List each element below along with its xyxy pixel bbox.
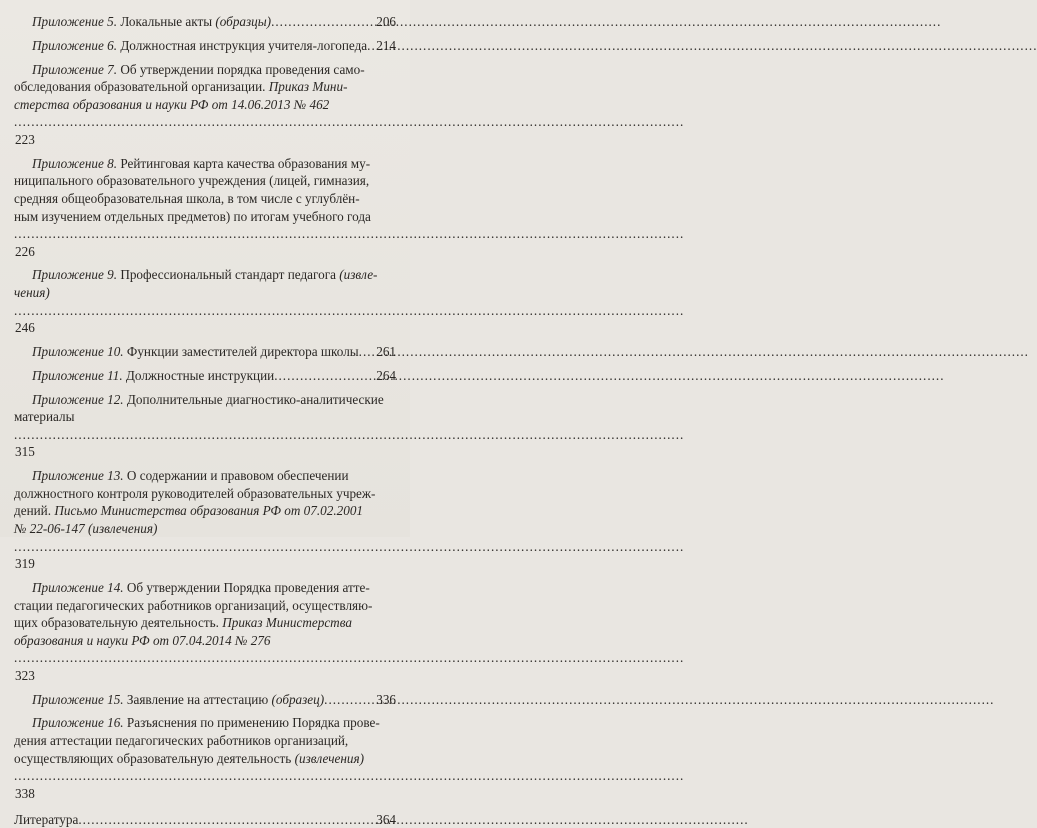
entry-title-italic: (образцы): [215, 14, 272, 29]
entry-title: Локальные акты: [120, 14, 216, 29]
appendix-number: Приложение 6.: [32, 37, 118, 53]
entry-title-line: Об утверждении Порядка проведения атте-: [126, 579, 370, 595]
toc-entry-10: [14, 343, 396, 361]
toc-entry-7: [14, 61, 396, 149]
appendix-number: Приложение 13.: [32, 468, 124, 484]
leader-dots: [14, 539, 684, 554]
entry-title-italic: № 22-06-147 (извлечения): [14, 520, 158, 536]
page-number: 336: [376, 691, 396, 707]
appendix-number: Приложение 7.: [32, 61, 118, 77]
toc-entry-8: [14, 155, 396, 261]
leader-dots: [14, 303, 684, 318]
entry-title-line: щих образовательную деятельность.: [14, 615, 223, 631]
leader-dots: [14, 114, 684, 129]
entry-title-italic: (образец): [271, 691, 325, 707]
entry-title: Функции заместителей директора школы: [126, 344, 359, 360]
entry-title-line: обследования образовательной организации.: [14, 79, 269, 95]
toc-entry-literature: [14, 811, 396, 828]
toc-entry-16: [14, 714, 396, 802]
appendix-number: Приложение 14.: [32, 579, 124, 595]
page-number: 364: [376, 811, 396, 827]
toc-entry-9: [14, 266, 396, 336]
appendix-number: Приложение 5.: [32, 14, 118, 29]
entry-title-italic: стерства образования и науки РФ от 14.06.2013 № 462: [14, 96, 330, 112]
entry-title-line: средняя общеобразовательная школа, в том числе с углублён-: [14, 190, 360, 206]
entry-title-italic: Приказ Мини-: [268, 79, 348, 95]
toc-entry-14: [14, 579, 396, 685]
leader-dots: [14, 650, 684, 665]
entry-title-line: ниципального образовательного учреждения (лицей, гимназия,: [14, 173, 370, 189]
entry-title-italic: Приказ Министерства: [222, 615, 352, 631]
page-number: 338: [15, 785, 35, 801]
entry-title-italic: чения): [14, 285, 50, 301]
table-of-contents: [14, 13, 396, 828]
appendix-number: Приложение 12.: [32, 391, 124, 407]
toc-entry-5: [14, 13, 396, 31]
page-number: 315: [15, 444, 35, 460]
toc-page: [0, 0, 410, 827]
entry-title-line: Разъяснения по применению Порядка прове-: [126, 715, 380, 731]
entry-title: Должностная инструкция учителя-логопеда: [120, 37, 368, 53]
entry-title-line: дения аттестации педагогических работников организаций,: [14, 733, 349, 749]
leader-dots: [14, 427, 684, 442]
appendix-number: Приложение 15.: [32, 691, 124, 707]
entry-title-line: осуществляющих образовательную деятельность: [14, 750, 295, 766]
leader-dots: [274, 367, 375, 385]
entry-title-italic: (извле-: [339, 267, 378, 283]
entry-title-line: О содержании и правовом обеспечении: [126, 468, 349, 484]
entry-title: Заявление на аттестацию: [126, 691, 272, 707]
toc-entry-13: [14, 467, 396, 573]
page-number: 226: [15, 243, 35, 259]
leader-dots: [324, 691, 375, 709]
entry-title-line: ным изучением отдельных предметов) по итогам учебного года: [14, 208, 371, 224]
entry-title-line: Дополнительные диагностико-аналитические: [126, 391, 384, 407]
entry-title-italic: Письмо Министерства образования РФ от 07.02.2001: [54, 503, 364, 519]
entry-title-line: Рейтинговая карта качества образования му-: [120, 155, 371, 171]
appendix-number: Приложение 9.: [32, 267, 118, 283]
appendix-number: Приложение 8.: [32, 155, 118, 171]
page-number: 264: [376, 367, 396, 383]
entry-title-line: стации педагогических работников организаций, осуществляю-: [14, 597, 373, 613]
page-number: 246: [15, 320, 35, 336]
leader-dots: [359, 343, 376, 361]
leader-dots: [271, 13, 375, 31]
leader-dots: [14, 768, 684, 783]
literature-label: Литература: [14, 811, 79, 827]
entry-title-line: дений.: [14, 503, 55, 519]
entry-title-line: Об утверждении порядка проведения само-: [120, 61, 365, 77]
entry-title: Должностные инструкции: [125, 367, 275, 383]
toc-entry-11: [14, 367, 396, 385]
leader-dots: [367, 37, 375, 55]
toc-entry-12: [14, 391, 396, 461]
toc-entry-6: [14, 37, 396, 55]
entry-title-line: должностного контроля руководителей образовательных учреж-: [14, 485, 376, 501]
page-number: 214: [376, 37, 396, 53]
entry-title-italic: образования и науки РФ от 07.04.2014 № 276: [14, 632, 271, 648]
page-number: 319: [15, 556, 35, 572]
entry-title-line: материалы: [14, 409, 75, 425]
leader-dots: [14, 226, 684, 241]
appendix-number: Приложение 10.: [32, 344, 124, 360]
entry-title-italic: (извлечения): [294, 750, 365, 766]
toc-entry-15: [14, 691, 396, 709]
page-number: 223: [15, 131, 35, 147]
page-number: 261: [376, 344, 396, 360]
leader-dots: [78, 811, 375, 828]
appendix-number: Приложение 16.: [32, 715, 124, 731]
page-number: 323: [15, 667, 35, 683]
page-number: 206: [376, 14, 396, 29]
appendix-number: Приложение 11.: [32, 367, 123, 383]
entry-title-line: Профессиональный стандарт педагога: [120, 267, 340, 283]
